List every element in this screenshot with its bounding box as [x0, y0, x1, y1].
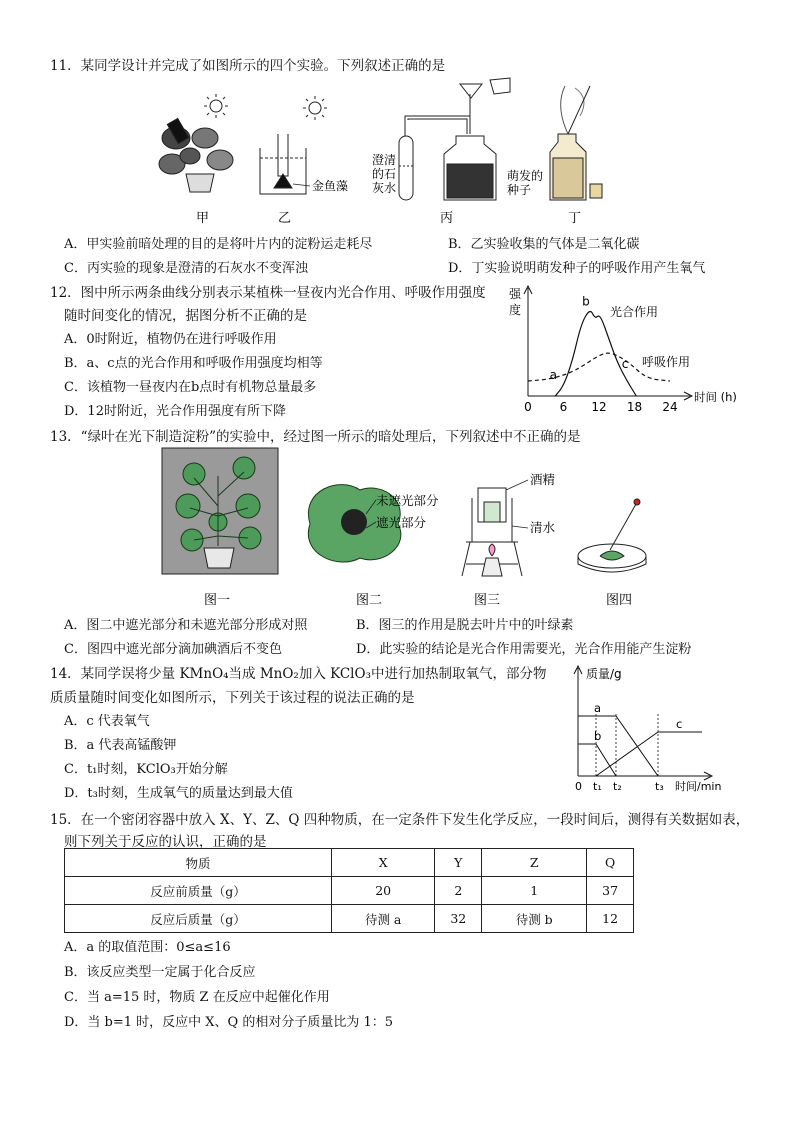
- q14-stem-line1: 14．某同学误将少量 KMnO₄当成 MnO₂加入 KClO₃中进行加热制取氧气，部分物: [50, 666, 547, 682]
- table-header-row: [65, 849, 634, 877]
- q13-option-c[interactable]: C．图四中遮光部分滴加碘酒后不变色: [64, 642, 282, 657]
- q13-option-d[interactable]: D．此实验的结论是光合作用需要光，光合作用能产生淀粉: [356, 642, 692, 657]
- q14-series-label: a: [594, 701, 602, 715]
- label-water: 清水: [530, 520, 556, 535]
- q12-point-label: c: [621, 357, 629, 371]
- q14-option-d[interactable]: D．t₃时刻，生成氧气的质量达到最大值: [64, 786, 293, 801]
- q12-x-tick-label: 18: [626, 400, 643, 414]
- q14-x-tick-label: t₁: [593, 780, 602, 793]
- label-alcohol: 酒精: [530, 472, 556, 487]
- q11-option-c[interactable]: C．丙实验的现象是澄清的石灰水不变浑浊: [64, 261, 308, 276]
- q12-xlabel: 时间 (h): [694, 390, 737, 404]
- table-header-cell: Q: [587, 849, 634, 877]
- table-cell: 2: [435, 877, 482, 905]
- q13-figure: [160, 446, 650, 612]
- table-header-cell: 物质: [65, 849, 332, 877]
- q12-stem-line1: 12．图中所示两条曲线分别表示某植株一昼夜内光合作用、呼吸作用强度: [50, 285, 486, 301]
- q14-ylabel: 质量/g: [586, 667, 622, 681]
- label-bing: 丙: [440, 211, 454, 226]
- q15-option-a[interactable]: A．a 的取值范围：0≤a≤16: [64, 940, 231, 955]
- q12-x-tick-label: 12: [591, 400, 607, 414]
- q14-option-b[interactable]: B．a 代表高锰酸钾: [64, 738, 177, 753]
- q15-option-b[interactable]: B．该反应类型一定属于化合反应: [64, 965, 256, 980]
- water-bath-icon: [462, 480, 528, 576]
- caption-fig3: 图三: [474, 593, 501, 608]
- table-cell: 32: [435, 905, 482, 933]
- q12-option-d[interactable]: D．12时附近，光合作用强度有所下降: [64, 404, 286, 419]
- caption-fig2: 图二: [356, 593, 383, 608]
- q15-table: [64, 848, 634, 933]
- q15-stem-line2: 则下列关于反应的认识，正确的是: [64, 834, 267, 850]
- q14-series-label: b: [594, 729, 602, 743]
- table-cell: 反应后质量（g）: [65, 905, 332, 933]
- goldfish-label: 金鱼藻: [312, 179, 349, 193]
- q12-point-label: b: [582, 294, 590, 309]
- q14-series-b: [578, 744, 616, 776]
- caption-fig1: 图一: [204, 593, 231, 608]
- q12-stem-line2: 随时间变化的情况，据图分析不正确的是: [64, 308, 307, 324]
- table-row: [65, 905, 634, 933]
- label-covered: 遮光部分: [376, 515, 427, 530]
- table-cell: 20: [331, 877, 435, 905]
- plant-in-dark-icon: [162, 448, 278, 574]
- q12-legend-respiration: 呼吸作用: [642, 355, 691, 369]
- petri-dish-icon: [578, 499, 646, 572]
- q14-x-tick-label: t₂: [613, 780, 622, 793]
- q11-option-d[interactable]: D．丁实验说明萌发种子的呼吸作用产生氧气: [448, 261, 706, 276]
- sun-icon: [204, 94, 228, 118]
- seeds-label: 萌发的种子: [507, 169, 544, 197]
- table-cell: 反应前质量（g）: [65, 877, 332, 905]
- table-cell: 12: [587, 905, 634, 933]
- q12-option-b[interactable]: B．a、c点的光合作用和呼吸作用强度均相等: [64, 356, 323, 371]
- q15-option-d[interactable]: D．当 b=1 时，反应中 X、Q 的相对分子质量比为 1：5: [64, 1015, 394, 1030]
- table-header-cell: Z: [482, 849, 587, 877]
- q12-option-a[interactable]: A．0时附近，植物仍在进行呼吸作用: [64, 332, 277, 347]
- q14-x-tick-label: 0: [575, 780, 582, 793]
- q14-chart: [566, 662, 750, 798]
- caption-fig4: 图四: [606, 593, 633, 608]
- q14-series-a: [578, 716, 658, 776]
- limewater-label: 澄清的石灰水: [372, 153, 397, 195]
- q14-xlabel: 时间/min: [675, 780, 722, 793]
- q14-option-a[interactable]: A．c 代表氧气: [64, 714, 150, 729]
- q13-option-b[interactable]: B．图三的作用是脱去叶片中的叶绿素: [356, 618, 574, 633]
- q14-stem-line2: 质质量随时间变化如图所示，下列关于该过程的说法正确的是: [50, 690, 415, 706]
- table-cell: 待测 b: [482, 905, 587, 933]
- bottle-ding-icon: [550, 86, 602, 200]
- q15-stem-line1: 15．在一个密闭容器中放入 X、Y、Z、Q 四种物质，在一定条件下发生化学反应，一段时间后，测得有关数据如表，: [50, 812, 750, 828]
- q14-option-c[interactable]: C．t₁时刻，KClO₃开始分解: [64, 762, 228, 777]
- plant-jia-icon: [159, 118, 233, 192]
- q11-option-b[interactable]: B．乙实验收集的气体是二氧化碳: [448, 237, 640, 252]
- q12-chart: [500, 284, 750, 420]
- label-uncovered: 未遮光部分: [376, 493, 439, 508]
- apparatus-bing-icon: [399, 78, 510, 200]
- q14-series-label: c: [676, 717, 683, 731]
- q11-stem: 11．某同学设计并完成了如图所示的四个实验。下列叙述正确的是: [50, 58, 446, 74]
- label-jia: 甲: [196, 211, 210, 226]
- q15-option-c[interactable]: C．当 a=15 时，物质 Z 在反应中起催化作用: [64, 990, 330, 1005]
- table-cell: 待测 a: [331, 905, 435, 933]
- q12-x-tick-label: 24: [662, 400, 678, 414]
- table-header-cell: X: [331, 849, 435, 877]
- q12-ylabel: 强度: [509, 287, 522, 317]
- q12-x-tick-label: 6: [559, 400, 568, 414]
- label-yi: 乙: [278, 211, 292, 226]
- q11-option-a[interactable]: A．甲实验前暗处理的目的是将叶片内的淀粉运走耗尽: [64, 237, 373, 252]
- q12-option-c[interactable]: C．该植物一昼夜内在b点时有机物总量最多: [64, 380, 317, 395]
- table-header-cell: Y: [435, 849, 482, 877]
- sun-icon: [303, 96, 327, 120]
- q11-figure: [150, 76, 620, 228]
- table-cell: 37: [587, 877, 634, 905]
- q12-x-tick-label: 0: [524, 400, 532, 414]
- q13-option-a[interactable]: A．图二中遮光部分和未遮光部分形成对照: [64, 618, 308, 633]
- table-row: [65, 877, 634, 905]
- table-cell: 1: [482, 877, 587, 905]
- label-ding: 丁: [568, 211, 582, 226]
- q14-x-tick-label: t₃: [655, 780, 664, 793]
- photosynthesis-curve: [555, 312, 636, 397]
- q12-legend-photosynthesis: 光合作用: [610, 305, 659, 319]
- q13-stem: 13．“绿叶在光下制造淀粉”的实验中，经过图一所示的暗处理后，下列叙述中不正确的是: [50, 429, 581, 445]
- q12-point-label: a: [549, 368, 557, 382]
